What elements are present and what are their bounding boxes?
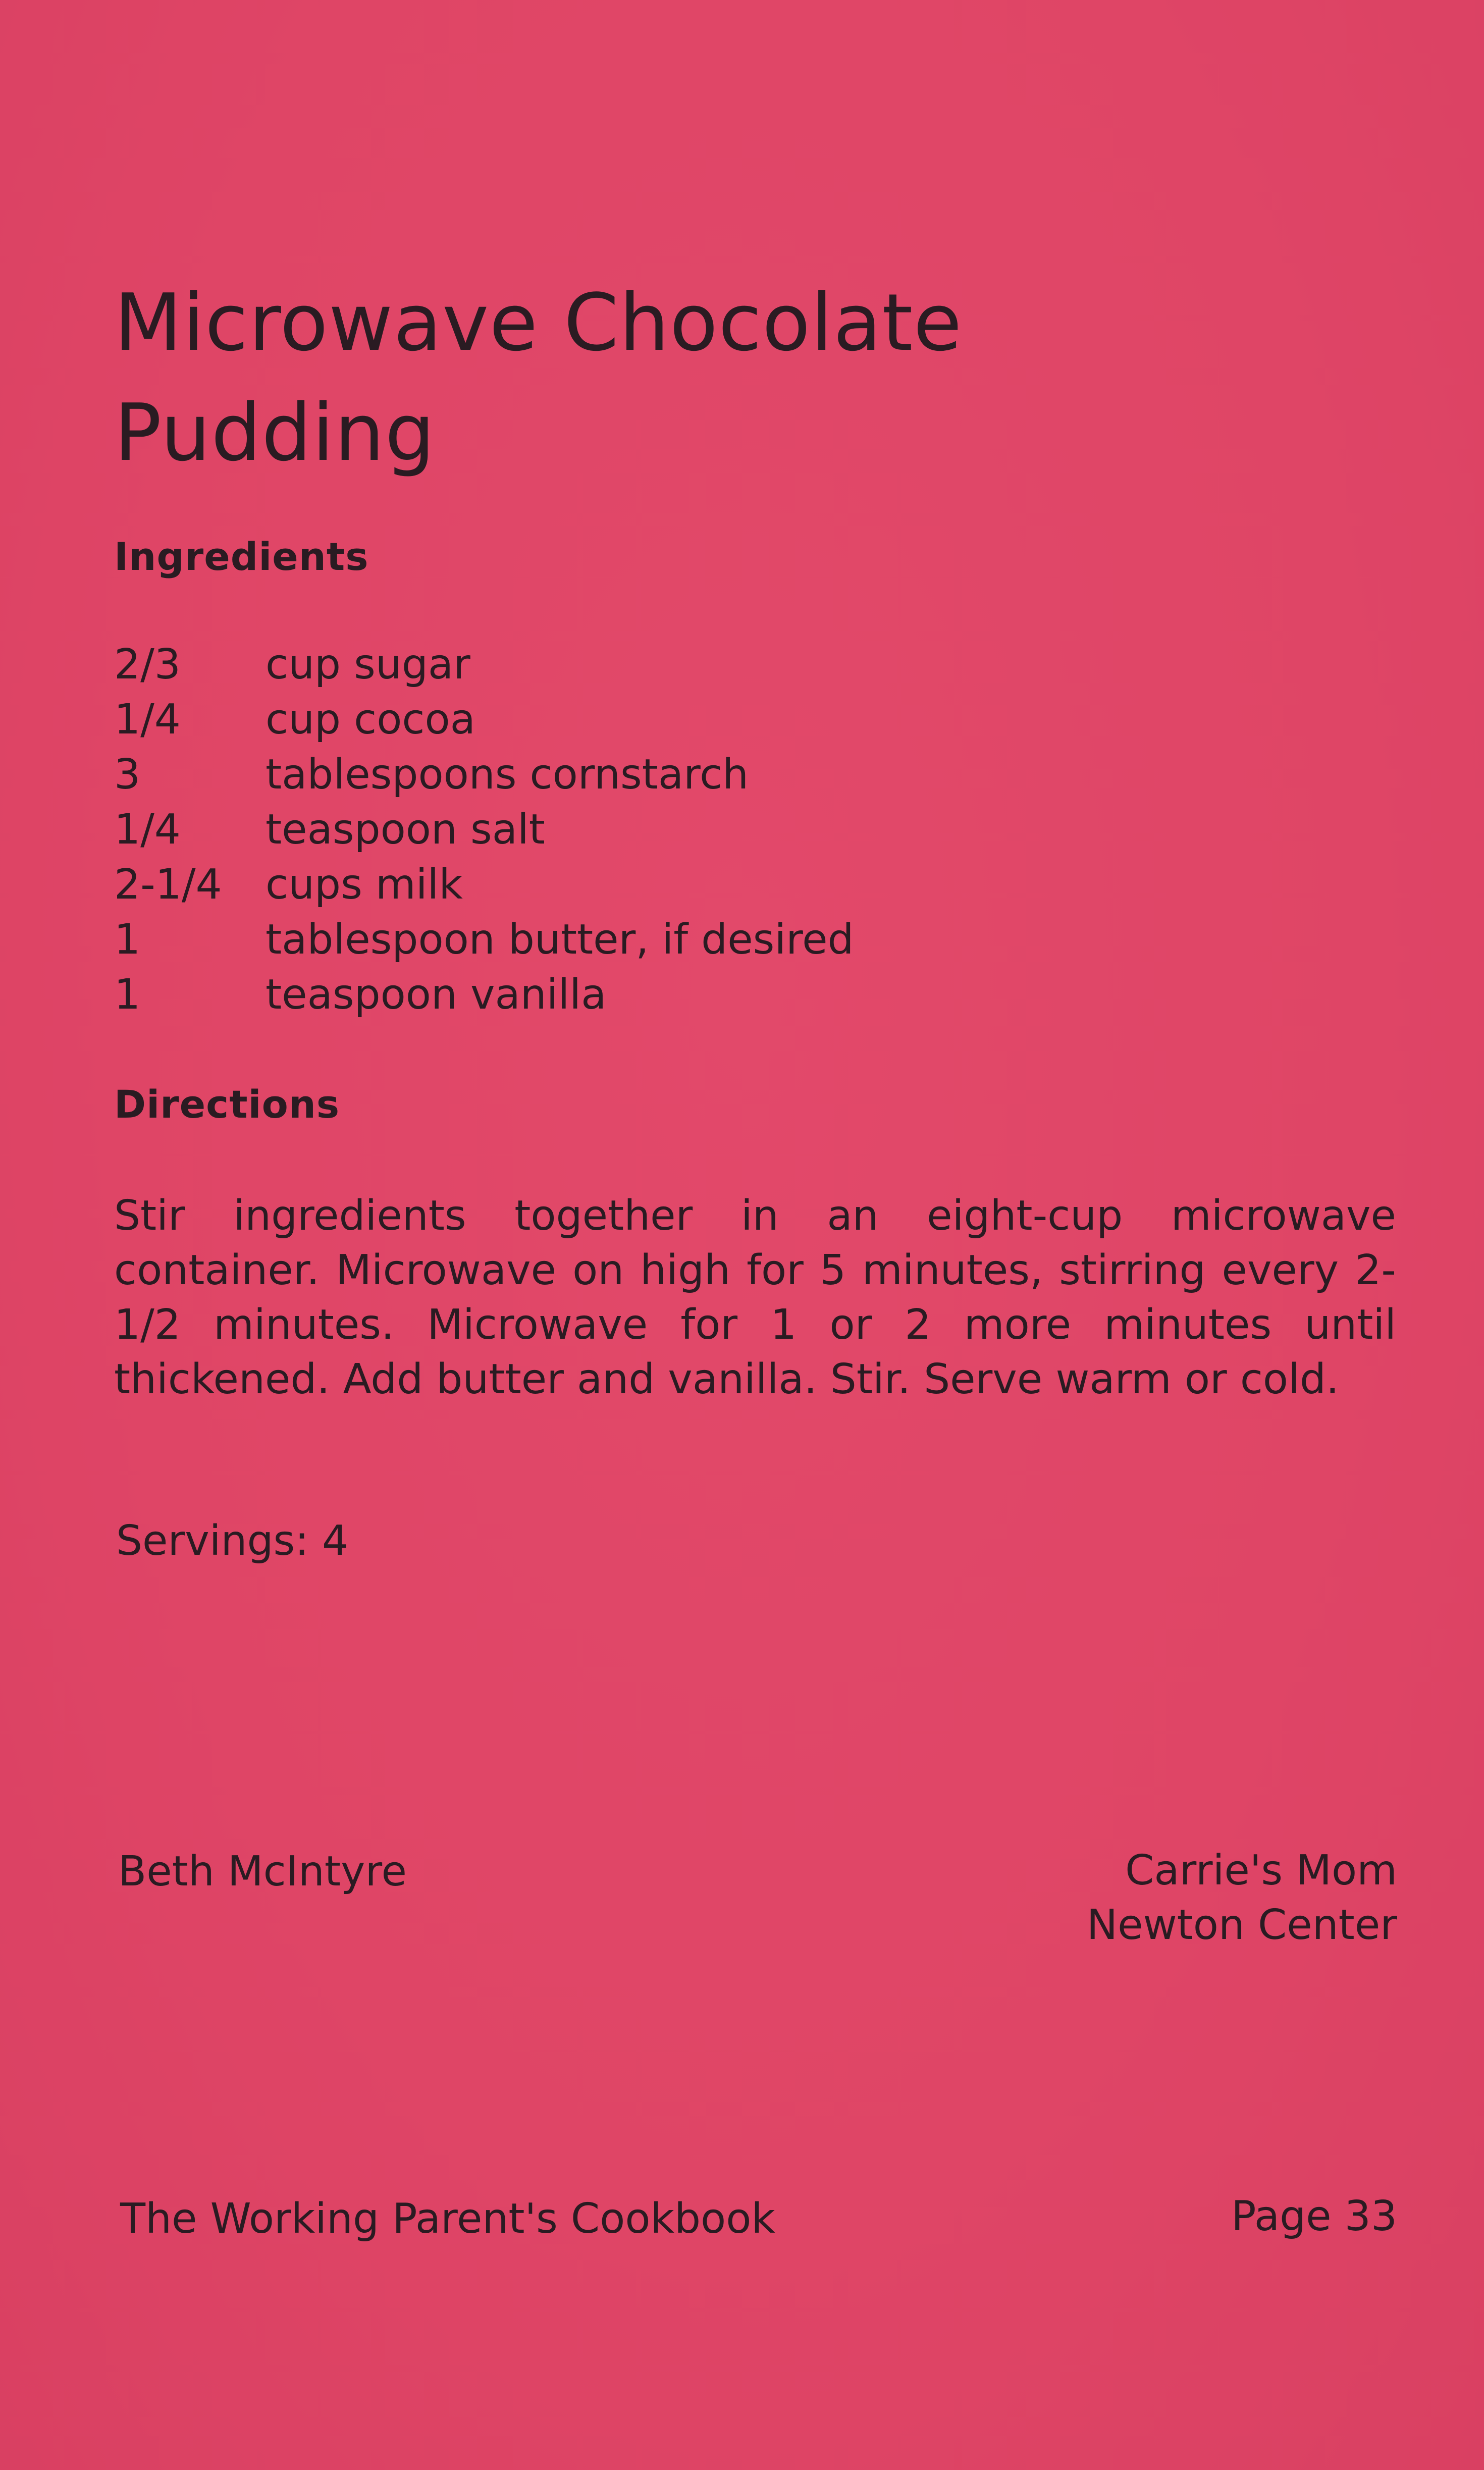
contributor-relation: Carrie's Mom [1125,1847,1397,1895]
ingredient-quantity: 2/3 [114,641,181,689]
ingredient-quantity: 3 [114,751,141,799]
ingredient-row [114,967,1275,1022]
ingredient-row [114,692,1275,747]
recipe-title-line-1: Microwave Chocolate [114,277,963,369]
contributor-details [1087,1844,1397,1953]
ingredient-name: tablespoons cornstarch [266,751,749,799]
ingredient-row [114,857,1275,912]
ingredients-list [114,637,1275,1022]
recipe-title [114,268,1124,488]
servings-text: Servings: 4 [116,1517,349,1565]
ingredient-quantity: 1 [114,916,141,964]
ingredient-quantity: 2-1/4 [114,861,222,909]
contributor-name: Beth McIntyre [118,1848,407,1896]
ingredient-quantity: 1/4 [114,696,181,744]
directions-heading: Directions [114,1082,340,1127]
directions-text: Stir ingredients together in an eight-cup microwave container. Microwave on high for 5 minutes, stirring every 2-1/2 minutes. Microwave for 1 or 2 more minutes until thickened. Add butter and vanilla. Stir. Serve warm or cold. [114,1192,1396,1403]
ingredient-name: cup sugar [266,641,470,689]
ingredient-row [114,747,1275,802]
ingredient-name: cups milk [266,861,463,909]
ingredient-name: tablespoon butter, if desired [266,916,854,964]
ingredient-name: teaspoon vanilla [266,971,607,1019]
ingredient-name: teaspoon salt [266,806,545,854]
ingredient-quantity: 1/4 [114,806,181,854]
ingredients-heading: Ingredients [114,534,369,579]
ingredient-name: cup cocoa [266,696,475,744]
ingredient-row [114,912,1275,967]
contributor-location: Newton Center [1086,1901,1397,1949]
book-title: The Working Parent's Cookbook [120,2195,775,2243]
page-number: Page 33 [1231,2192,1397,2240]
ingredient-quantity: 1 [114,971,141,1019]
recipe-title-line-2: Pudding [114,387,436,479]
ingredient-row [114,637,1275,692]
ingredient-row [114,802,1275,857]
